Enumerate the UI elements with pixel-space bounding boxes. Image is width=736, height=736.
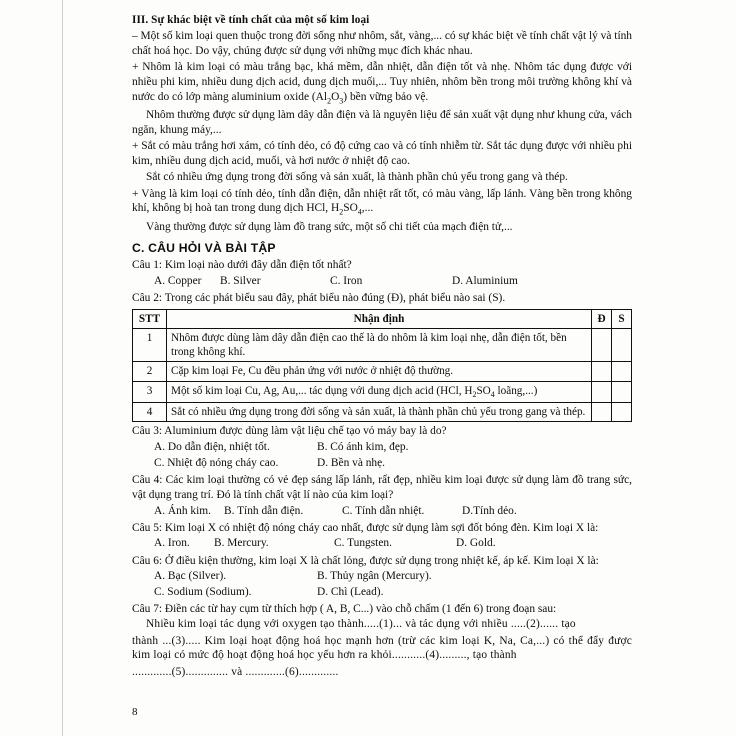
question-6-option-a[interactable]: A. Bạc (Silver). [154, 570, 227, 583]
question-6-option-d[interactable]: D. Chì (Lead). [317, 586, 384, 599]
table-row [133, 402, 632, 421]
question-7-stem: Câu 7: Điền các từ hay cụm từ thích hợp ( A, B, C...) vào chỗ chấm (1 đến 6) trong đoạn sau: [132, 603, 557, 616]
cell-stt: 2 [133, 362, 167, 381]
cell-sai[interactable] [612, 362, 632, 381]
section-iii-paragraph-7: Vàng thường được sử dụng làm đồ trang sức, một số chi tiết của mạch điện tử,... [146, 220, 513, 233]
cell-stt: 4 [133, 402, 167, 421]
page-number: 8 [132, 706, 138, 718]
cell-stt: 1 [133, 329, 167, 362]
question-5-option-b[interactable]: B. Mercury. [214, 537, 269, 550]
question-3-option-b[interactable]: B. Có ánh kim, đẹp. [317, 440, 409, 453]
question-1-stem: Câu 1: Kim loại nào dưới đây dẫn điện tốt nhất? [132, 259, 352, 272]
question-4-option-d[interactable]: D.Tính dẻo. [462, 504, 517, 517]
cell-nhan-dinh: Nhôm được dùng làm dây dẫn điện cao thế là do nhôm là kim loại nhẹ, dẫn điện tốt, bền trong không khí. [167, 329, 592, 362]
question-2-stem: Câu 2: Trong các phát biểu sau đây, phát biểu nào đúng (Đ), phát biểu nào sai (S). [132, 292, 506, 305]
column-header-nhan-dinh: Nhận định [167, 310, 592, 329]
question-1-options [132, 274, 632, 289]
question-5-stem: Câu 5: Kim loại X có nhiệt độ nóng cháy cao nhất, được sử dụng làm sợi đốt bóng đèn. Kim loại X là: [132, 521, 599, 534]
question-4-option-a[interactable]: A. Ánh kim. [154, 504, 211, 517]
table-row [133, 362, 632, 381]
question-3-options-row-2 [132, 456, 632, 471]
cell-nhan-dinh: Sắt có nhiều ứng dụng trong đời sống và sản xuất, là thành phần chủ yếu trong gang và thép. [167, 402, 592, 421]
question-1-option-c[interactable]: C. Iron [330, 275, 363, 288]
cell-nhan-dinh: Cặp kim loại Fe, Cu đều phản ứng với nước ở nhiệt độ thường. [167, 362, 592, 381]
cell-dung[interactable] [592, 329, 612, 362]
cell-dung[interactable] [592, 381, 612, 402]
question-6-stem: Câu 6: Ở điều kiện thường, kim loại X là chất lỏng, được sử dụng trong nhiệt kế, áp kế. Kim loại X là: [132, 554, 599, 567]
column-header-dung: Đ [592, 310, 612, 329]
section-iii-paragraph-5: Sắt có nhiều ứng dụng trong đời sống và sản xuất, là thành phần chủ yếu trong gang và thép. [146, 171, 568, 184]
question-3-stem: Câu 3: Aluminium được dùng làm vật liệu chế tạo vỏ máy bay là do? [132, 425, 447, 438]
table-header-row [133, 310, 632, 329]
page-margin-line [62, 0, 63, 736]
question-7-body-line-2: thành ...(3)..... Kim loại hoạt động hoá học mạnh hơn (trừ các kim loại K, Na, Ca,...) có thể đẩy được kim loại có mức độ hoạt động hoá học yếu hơn ra khỏi...........(4)........., tạo thành [132, 634, 632, 662]
cell-dung[interactable] [592, 402, 612, 421]
question-5-option-c[interactable]: C. Tungsten. [334, 537, 392, 550]
question-4-option-b[interactable]: B. Tính dẫn điện. [224, 504, 304, 517]
table-row [133, 381, 632, 402]
question-3-option-d[interactable]: D. Bền và nhẹ. [317, 456, 386, 469]
cell-stt: 3 [133, 381, 167, 402]
question-1-option-b[interactable]: B. Silver [220, 275, 261, 288]
question-3-option-c[interactable]: C. Nhiệt độ nóng cháy cao. [154, 456, 279, 469]
section-c-heading: C. CÂU HỎI VÀ BÀI TẬP [132, 241, 276, 256]
question-3-option-a[interactable]: A. Do dẫn điện, nhiệt tốt. [154, 440, 270, 453]
cell-dung[interactable] [592, 362, 612, 381]
question-5-option-a[interactable]: A. Iron. [154, 537, 190, 550]
question-6-option-b[interactable]: B. Thủy ngân (Mercury). [317, 570, 432, 583]
section-iii-paragraph-3: Nhôm thường được sử dụng làm dây dẫn điện và là nguyên liệu để sản xuất vật dụng như khung cửa, vách ngăn, khung máy,... [132, 108, 632, 136]
page-content [132, 14, 632, 681]
question-5-option-d[interactable]: D. Gold. [456, 537, 496, 550]
question-5-options [132, 536, 632, 551]
section-iii-paragraph-6: + Vàng là kim loại có tính dẻo, tính dẫn điện, dẫn nhiệt rất tốt, có màu vàng, lấp lánh. Vàng bền trong không khí, không bị hoà tan trong dung dịch HCl, $H_2SO_4$,... [132, 187, 632, 217]
cell-sai[interactable] [612, 402, 632, 421]
section-iii-paragraph-4: + Sắt có màu trắng hơi xám, có tính dẻo, có độ cứng cao và có tính nhiễm từ. Sắt tác dụng được với nhiều phi kim, nhiều dung dịch acid, muối, và hơi nước ở nhiệt độ cao. [132, 140, 632, 167]
question-4-stem: Câu 4: Các kim loại thường có vẻ đẹp sáng lấp lánh, rất đẹp, nhiều kim loại được sử dụng làm đồ trang sức, vật dụng trang trí. Đó là tính chất vật lí nào của kim loại? [132, 473, 632, 501]
question-6-options-row-2 [132, 585, 632, 600]
section-iii-heading: III. Sự khác biệt về tính chất của một số kim loại [132, 14, 370, 26]
question-7-body-line-1: Nhiều kim loại tác dụng với oxygen tạo thành.....(1)... và tác dụng với nhiều .....(2)...... tạo [146, 618, 576, 631]
question-1-option-a[interactable]: A. Copper [154, 275, 202, 288]
question-4-option-c[interactable]: C. Tính dẫn nhiệt. [342, 504, 425, 517]
cell-sai[interactable] [612, 381, 632, 402]
table-row [133, 329, 632, 362]
question-4-options [132, 504, 632, 519]
question-6-options-row-1 [132, 569, 632, 584]
cell-nhan-dinh: Một số kim loại Cu, Ag, Au,... tác dụng với dung dịch acid (HCl, $H_2SO_4$ loãng,...) [167, 381, 592, 402]
question-2-table [132, 309, 632, 422]
section-iii-paragraph-1: – Một số kim loại quen thuộc trong đời sống như nhôm, sắt, vàng,... có sự khác biệt về tính chất vật lý và tính chất hoá học. Do vậy, chúng được sử dụng với những mục đích khác nhau. [132, 30, 632, 57]
question-6-option-c[interactable]: C. Sodium (Sodium). [154, 586, 252, 599]
cell-sai[interactable] [612, 329, 632, 362]
question-3-options-row-1 [132, 440, 632, 455]
question-1-option-d[interactable]: D. Aluminium [452, 275, 518, 288]
section-iii-paragraph-2: + Nhôm là kim loại có màu trắng bạc, khá mềm, dẫn nhiệt, dẫn điện tốt và nhẹ. Nhôm tác dụng được với nhiều phi kim, nhiều dung dịch acid, dung dịch muối,... Tuy nhiên, nhôm bền trong môi trường không khí và nước do có lớp màng aluminium oxide $(Al_2O_3)$ bền vững bảo vệ. [132, 61, 632, 106]
column-header-sai: S [612, 310, 632, 329]
column-header-stt: STT [133, 310, 167, 329]
question-7-body-line-3: .............(5).............. và .............(6)............. [132, 665, 339, 678]
